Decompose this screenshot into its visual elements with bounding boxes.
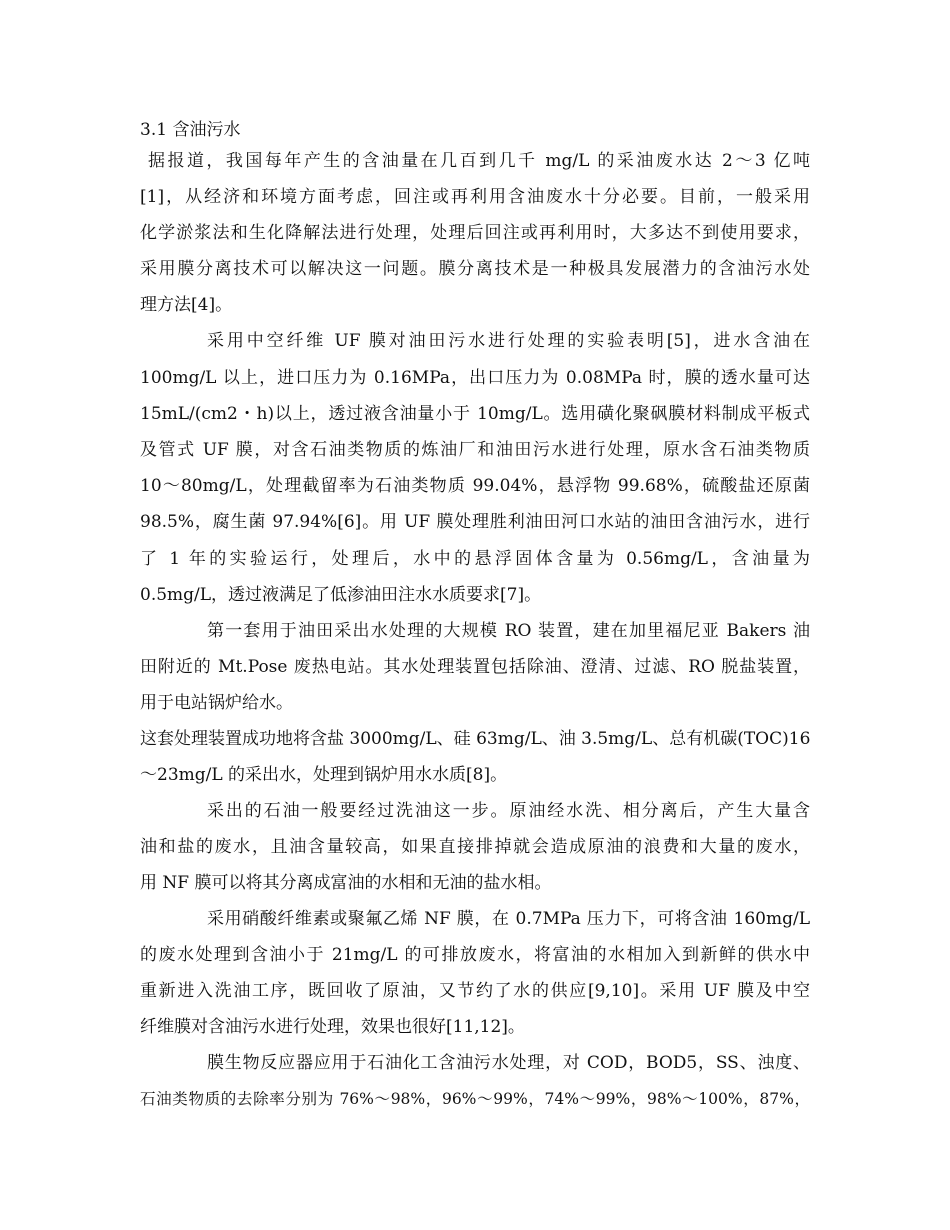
paragraph-line: 第一套用于油田采出水处理的大规模 RO 装置，建在加里福尼亚 Bakers 油 xyxy=(207,621,810,641)
paragraph-line: 了 1 年的实验运行，处理后，水中的悬浮固体含量为 0.56mg/L，含油量为 xyxy=(140,549,810,569)
paragraph-line: 用于电站锅炉给水。 xyxy=(140,693,293,713)
paragraph-line: 用 NF 膜可以将其分离成富油的水相和无油的盐水相。 xyxy=(140,873,552,893)
paragraph-line: 采用中空纤维 UF 膜对油田污水进行处理的实验表明[5]，进水含油在 xyxy=(207,331,810,351)
paragraph-line: 98.5%，腐生菌 97.94%[6]。用 UF 膜处理胜利油田河口水站的油田含油污水，进行 xyxy=(140,512,810,532)
paragraph-line: 重新进入洗油工序，既回收了原油，又节约了水的供应[9,10]。采用 UF 膜及中空 xyxy=(140,981,810,1001)
paragraph-line: 15mL/(cm2・h)以上，透过液含油量小于 10mg/L。选用磺化聚砜膜材料制成平板式 xyxy=(140,404,810,424)
paragraph-line: [1]，从经济和环境方面考虑，回注或再利用含油废水十分必要。目前，一般采用 xyxy=(140,187,810,207)
paragraph-line: 理方法[4]。 xyxy=(140,295,233,315)
paragraph-line: 膜生物反应器应用于石油化工含油污水处理，对 COD，BOD5，SS、浊度、 xyxy=(207,1053,810,1073)
paragraph-line: 及管式 UF 膜，对含石油类物质的炼油厂和油田污水进行处理，原水含石油类物质 xyxy=(140,440,810,460)
paragraph-line: 采用硝酸纤维素或聚氟乙烯 NF 膜，在 0.7MPa 压力下，可将含油 160mg/L xyxy=(207,909,810,929)
section-heading: 3.1 含油污水 xyxy=(140,120,241,140)
paragraph-line: 采出的石油一般要经过洗油这一步。原油经水洗、相分离后，产生大量含 xyxy=(207,801,810,821)
paragraph-line: 化学淤浆法和生化降解法进行处理，处理后回注或再利用时，大多达不到使用要求， xyxy=(140,223,810,243)
paragraph-line: 0.5mg/L，透过液满足了低渗油田注水水质要求[7]。 xyxy=(140,585,542,605)
paragraph-line: 这套处理装置成功地将含盐 3000mg/L、硅 63mg/L、油 3.5mg/L、总有机碳(TOC)16 xyxy=(140,729,810,749)
paragraph-line: ～23mg/L 的采出水，处理到锅炉用水水质[8]。 xyxy=(140,765,508,785)
paragraph-line: 油和盐的废水，且油含量较高，如果直接排掉就会造成原油的浪费和大量的废水， xyxy=(140,837,810,857)
paragraph-line: 的废水处理到含油小于 21mg/L 的可排放废水，将富油的水相加入到新鲜的供水中 xyxy=(140,945,810,965)
paragraph-line: 田附近的 Mt.Pose 废热电站。其水处理装置包括除油、澄清、过滤、RO 脱盐装置， xyxy=(140,657,810,677)
paragraph-line: 石油类物质的去除率分别为 76%～98%，96%～99%，74%～99%，98%～100%，87%， xyxy=(140,1090,810,1108)
paragraph-line: 据报道，我国每年产生的含油量在几百到几千 mg/L 的采油废水达 2～3 亿吨 xyxy=(148,151,810,171)
paragraph-line: 采用膜分离技术可以解决这一问题。膜分离技术是一种极具发展潜力的含油污水处 xyxy=(140,259,810,279)
paragraph-line: 10～80mg/L，处理截留率为石油类物质 99.04%，悬浮物 99.68%，硫酸盐还原菌 xyxy=(140,476,810,496)
paragraph-line: 纤维膜对含油污水进行处理，效果也很好[11,12]。 xyxy=(140,1017,525,1037)
paragraph-line: 100mg/L 以上，进口压力为 0.16MPa，出口压力为 0.08MPa 时，膜的透水量可达 xyxy=(140,368,810,388)
